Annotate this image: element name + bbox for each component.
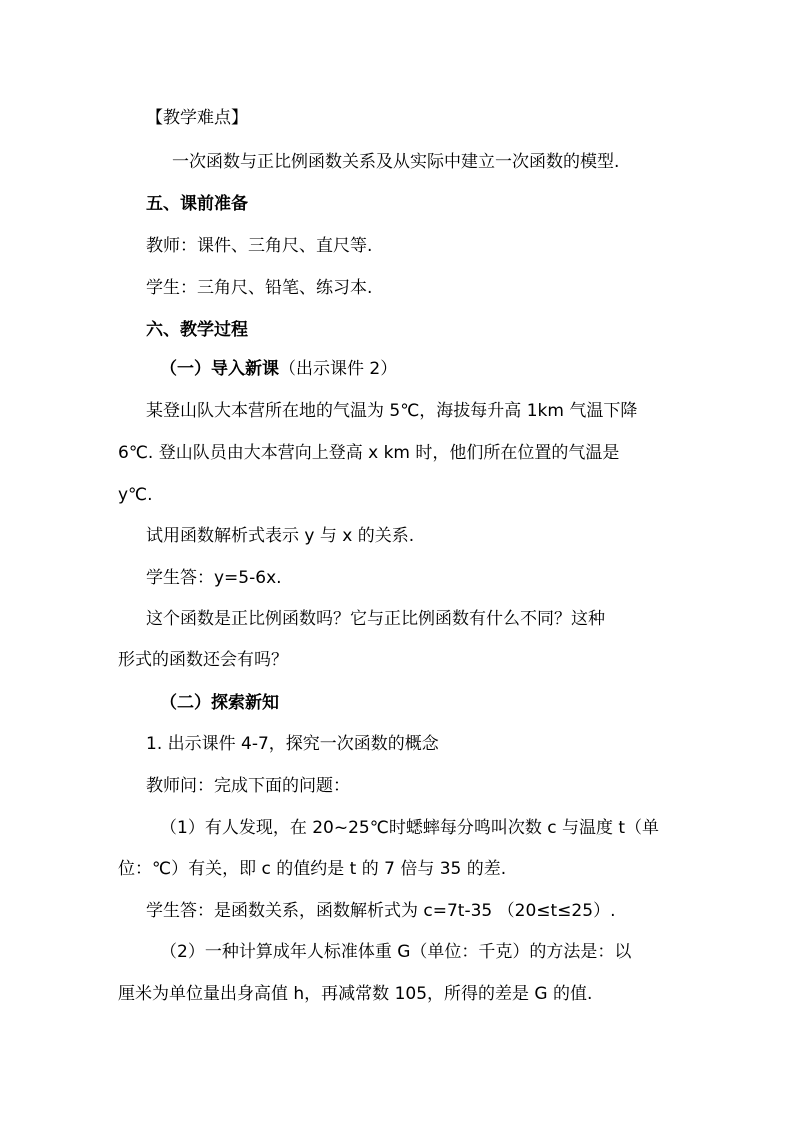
paragraph-3: 学生答：y=5-6x. bbox=[146, 568, 282, 588]
paragraph-8: 学生答：是函数关系，函数解析式为 c=7t-35 （20≤t≤25）. bbox=[146, 901, 616, 921]
part1-note: （出示课件 2） bbox=[279, 359, 398, 379]
paragraph-1-line-1: 某登山队大本营所在地的气温为 5℃，海拔每升高 1km 气温下降 bbox=[146, 401, 638, 421]
paragraph-1-line-2: 6℃. 登山队员由大本营向上登高 x km 时，他们所在位置的气温是 bbox=[118, 443, 620, 463]
paragraph-9-line-2: 厘米为单位量出身高值 h，再减常数 105，所得的差是 G 的值. bbox=[118, 984, 593, 1004]
part1-heading-row bbox=[160, 357, 397, 381]
paragraph-9-line-1: （2）一种计算成年人标准体重 G（单位：千克）的方法是：以 bbox=[160, 942, 632, 962]
paragraph-4-line-1: 这个函数是正比例函数吗？它与正比例函数有什么不同？这种 bbox=[146, 609, 605, 629]
paragraph-6: 教师问：完成下面的问题： bbox=[146, 776, 350, 796]
paragraph-1-line-3: y℃. bbox=[118, 485, 153, 505]
section5-heading: 五、课前准备 bbox=[146, 194, 248, 214]
part2-heading: （二）探索新知 bbox=[160, 693, 279, 713]
prep-teacher-line: 教师：课件、三角尺、直尺等. bbox=[146, 236, 373, 256]
paragraph-5: 1. 出示课件 4-7，探究一次函数的概念 bbox=[146, 734, 439, 754]
prep-student-line: 学生：三角尺、铅笔、练习本. bbox=[146, 278, 373, 298]
difficulty-heading: 【教学难点】 bbox=[146, 108, 248, 128]
paragraph-4-line-2: 形式的函数还会有吗？ bbox=[118, 650, 288, 670]
paragraph-7-line-1: （1）有人发现，在 20~25℃时蟋蟀每分鸣叫次数 c 与温度 t（单 bbox=[160, 818, 660, 838]
paragraph-7-line-2: 位：℃）有关，即 c 的值约是 t 的 7 倍与 35 的差. bbox=[118, 859, 507, 879]
part1-heading: （一）导入新课 bbox=[160, 359, 279, 379]
paragraph-2: 试用函数解析式表示 y 与 x 的关系. bbox=[146, 526, 415, 546]
section6-heading: 六、教学过程 bbox=[146, 320, 248, 340]
difficulty-text: 一次函数与正比例函数关系及从实际中建立一次函数的模型. bbox=[172, 152, 620, 172]
